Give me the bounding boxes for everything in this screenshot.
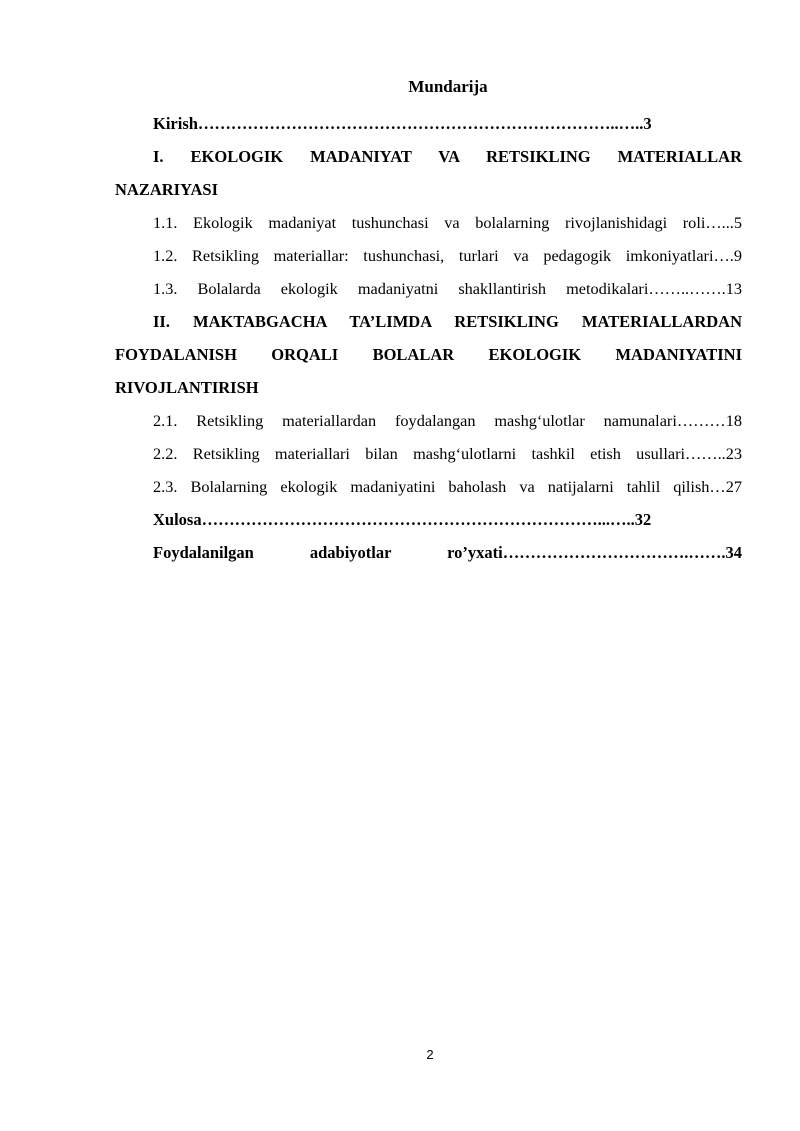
toc-chapter-2-line-2: FOYDALANISH ORQALI BOLALAR EKOLOGIK MADANIYATINI [115,345,742,364]
toc-chapter-2-line-3: RIVOJLANTIRISH [115,378,259,397]
toc-entry-1-2[interactable]: 1.2. Retsikling materiallar: tushunchasi, turlari va pedagogik imkoniyatlari….9 [153,246,742,265]
toc-entry-intro[interactable]: Kirish…………………………………………………………………..…..3 [153,114,652,133]
toc-entry-1-1[interactable]: 1.1. Ekologik madaniyat tushunchasi va bolalarning rivojlanishidagi roli…...5 [153,213,742,232]
table-of-contents [115,107,742,569]
page-number: 2 [426,1047,434,1062]
toc-entry-1-3[interactable]: 1.3. Bolalarda ekologik madaniyatni shakllantirish metodikalari……..…….13 [153,279,742,298]
toc-chapter-1-line-2: NAZARIYASI [115,180,219,199]
toc-chapter-2[interactable] [115,305,742,404]
toc-chapter-1[interactable] [115,140,742,206]
toc-entry-references[interactable]: Foydalanilgan adabiyotlar ro’yxati…………………………….…….34 [153,543,742,562]
toc-title: Mundarija [408,77,488,96]
toc-entry-2-1[interactable]: 2.1. Retsikling materiallardan foydalangan mashg‘ulotlar namunalari………18 [153,411,742,430]
toc-entry-conclusion[interactable]: Xulosa………………………………………………………………...…..32 [153,510,652,529]
toc-chapter-2-line-1: II. MAKTABGACHA TA’LIMDA RETSIKLING MATERIALLARDAN [153,312,742,331]
toc-chapter-1-line-1: I. EKOLOGIK MADANIYAT VA RETSIKLING MATERIALLAR [153,147,742,166]
toc-entry-2-3[interactable]: 2.3. Bolalarning ekologik madaniyatini baholash va natijalarni tahlil qilish…27 [153,477,742,496]
toc-entry-2-2[interactable]: 2.2. Retsikling materiallari bilan mashg‘ulotlarni tashkil etish usullari……..23 [153,444,742,463]
